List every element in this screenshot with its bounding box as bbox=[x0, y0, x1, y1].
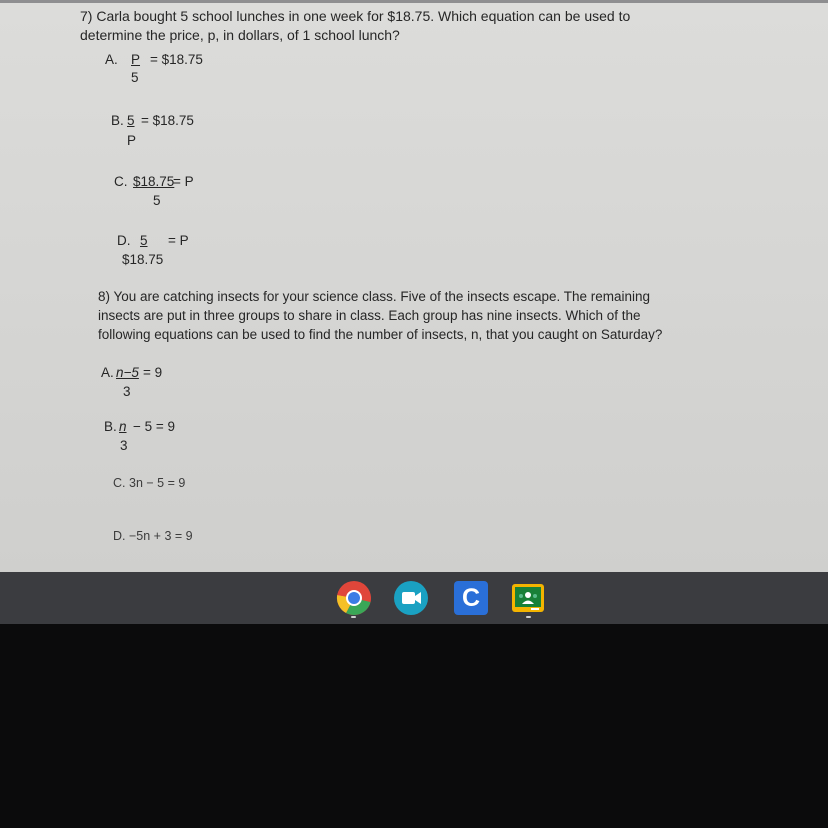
option-rhs: = P bbox=[173, 174, 194, 189]
option-numerator: 5 bbox=[140, 233, 148, 248]
top-strip bbox=[0, 0, 828, 3]
question-8-stem-line-1: 8) You are catching insects for your science class. Five of the insects escape. The remaining bbox=[98, 289, 651, 304]
option-rhs: = 9 bbox=[143, 365, 163, 380]
question-7-stem-line-1: 7) Carla bought 5 school lunches in one week for $18.75. Which equation can be used to bbox=[80, 8, 631, 24]
option-letter: D. bbox=[117, 233, 131, 248]
option-rhs: = $18.75 bbox=[141, 113, 194, 128]
option-letter: A. bbox=[101, 365, 114, 380]
classroom-icon bbox=[510, 580, 546, 616]
question-8-stem-line-3: following equations can be used to find the number of insects, n, that you caught on Saturday? bbox=[98, 327, 663, 342]
option-letter: B. bbox=[111, 113, 124, 128]
option-numerator: n−5 bbox=[116, 365, 139, 380]
classroom-running-indicator bbox=[526, 616, 531, 618]
video-camera-icon bbox=[393, 580, 429, 616]
option-denominator: P bbox=[127, 133, 137, 148]
option-equation: 3n − 5 = 9 bbox=[129, 476, 186, 490]
option-letter: A. bbox=[105, 52, 118, 67]
option-letter: D. bbox=[113, 529, 126, 543]
option-letter: B. bbox=[104, 419, 117, 434]
question-7-stem-line-2: determine the price, p, in dollars, of 1 school lunch? bbox=[80, 27, 400, 43]
chrome-running-indicator bbox=[351, 616, 356, 618]
option-denominator: $18.75 bbox=[122, 252, 164, 267]
option-denominator: 5 bbox=[153, 193, 161, 208]
chrome-app-button[interactable] bbox=[336, 580, 372, 616]
option-numerator: P bbox=[131, 52, 141, 67]
option-rhs: = P bbox=[168, 233, 189, 248]
option-letter: C. bbox=[114, 174, 128, 189]
option-rhs: = $18.75 bbox=[150, 52, 203, 67]
classroom-app-button[interactable] bbox=[510, 580, 546, 616]
option-letter: C. bbox=[113, 476, 126, 490]
meet-app-button[interactable] bbox=[393, 580, 429, 616]
option-numerator: $18.75 bbox=[133, 174, 175, 189]
c-app-icon: C bbox=[454, 581, 488, 615]
option-numerator: 5 bbox=[127, 113, 135, 128]
option-numerator: n bbox=[119, 419, 127, 434]
option-denominator: 3 bbox=[123, 384, 131, 399]
c-app-button[interactable] bbox=[453, 580, 489, 616]
question-8-stem-line-2: insects are put in three groups to share in class. Each group has nine insects. Which of the bbox=[98, 308, 641, 323]
chrome-icon bbox=[336, 580, 372, 616]
option-equation: −5n + 3 = 9 bbox=[129, 529, 193, 543]
option-denominator: 3 bbox=[120, 438, 128, 453]
laptop-bezel bbox=[0, 624, 828, 828]
option-rhs: − 5 = 9 bbox=[133, 419, 176, 434]
option-denominator: 5 bbox=[131, 70, 139, 85]
